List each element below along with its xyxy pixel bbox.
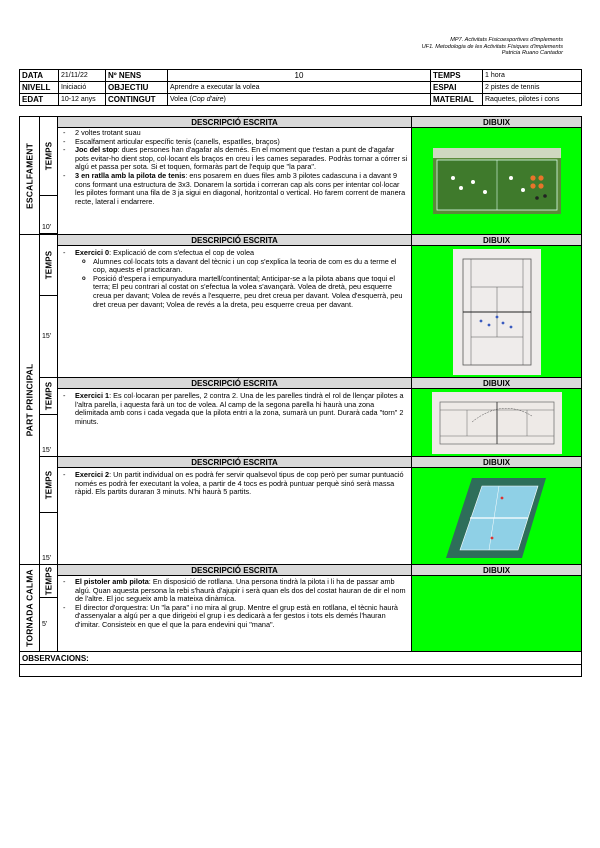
- objectiu-label: OBJECTIU: [106, 82, 168, 94]
- ex0-description: [58, 246, 412, 378]
- edat-label: EDAT: [20, 94, 59, 106]
- field-photo-icon: [433, 148, 561, 214]
- cool-drawing: [412, 576, 582, 652]
- session-info-table: [19, 69, 582, 106]
- nivell-value: Iniciació: [59, 82, 106, 94]
- nivell-label: NIVELL: [20, 82, 59, 94]
- escalfament-section: ESCALFAMENT: [20, 117, 40, 235]
- nens-label: Nº NENS: [106, 70, 168, 82]
- desc-header: DESCRIPCIÓ ESCRITA: [58, 378, 412, 389]
- tornada-calma-section: TORNADA CALMA: [20, 565, 40, 652]
- header-module: MP7. Activitats Fisicoesportives d'implements: [450, 37, 563, 43]
- ex2-time: 15': [40, 513, 58, 565]
- espai-value: 2 pistes de tennis: [483, 82, 582, 94]
- header-author: Patricia Ruano Cantador: [501, 50, 563, 57]
- desc-header: DESCRIPCIÓ ESCRITA: [58, 117, 412, 128]
- contingut-label: CONTINGUT: [106, 94, 168, 106]
- desc-header: DESCRIPCIÓ ESCRITA: [58, 235, 412, 246]
- ex2-drawing: [412, 468, 582, 565]
- court-sketch-icon: [432, 392, 562, 454]
- desc-header: DESCRIPCIÓ ESCRITA: [58, 457, 412, 468]
- document-header: [422, 37, 563, 57]
- list-item: o Alumnes col·locats tots a davant del tècnic i un cop s'explica la teoria de com es du a terme el cop, aquests el practicaran.: [93, 258, 408, 275]
- part-principal-section: PART PRINCIPAL: [20, 235, 40, 565]
- data-label: DATA: [20, 70, 59, 82]
- ex1-time: 15': [40, 415, 58, 457]
- list-item: - 2 voltes trotant suau: [75, 129, 408, 138]
- dibuix-header: DIBUIX: [412, 457, 582, 468]
- nens-value: 10: [168, 70, 431, 82]
- temps-label: TEMPS: [40, 378, 58, 415]
- warmup-time: 10': [40, 196, 58, 234]
- ex1-description: [58, 389, 412, 457]
- contingut-value: Volea (Cop d'aire): [168, 94, 431, 106]
- dibuix-header: DIBUIX: [412, 117, 582, 128]
- court-sketch-icon: [453, 249, 541, 375]
- desc-header: DESCRIPCIÓ ESCRITA: [58, 565, 412, 576]
- session-plan-table: [19, 116, 582, 677]
- court-3d-icon: [442, 468, 552, 564]
- temps-label: TEMPS: [40, 457, 58, 513]
- list-item: - El pistoler amb pilota: En disposició de rotllana. Una persona tindrà la pilota i li ha de passar amb algú. Quan aquesta persona la rebi s'haurà d'ajupir i serà quan els dos del costat hauran de dir el nom de l'altre. El joc segueix amb la mateixa dinàmica.: [75, 578, 408, 604]
- observacions-label: OBSERVACIONS:: [20, 652, 582, 665]
- list-item: - Escalfament articular específic tenis (canells, espatlles, braços): [75, 138, 408, 147]
- temps-label: TEMPS: [40, 565, 58, 598]
- warmup-drawing: [412, 128, 582, 235]
- observacions-field: [20, 665, 582, 677]
- edat-value: 10-12 anys: [59, 94, 106, 106]
- temps-label: TEMPS: [431, 70, 483, 82]
- list-item: - Exercici 1: Es col·locaran per parelles, 2 contra 2. Una de les parelles tindrà el rol de llençar pilotes a l'altra parella, i aquesta farà un toc de volea. Al camp de la segona parella hi haurà una zona delimitada amb cons i cada vegada que la pilota entri a la zona, sumarà un punt. Durarà cada "torn" 2 minuts.: [75, 392, 408, 426]
- material-label: MATERIAL: [431, 94, 483, 106]
- dibuix-header: DIBUIX: [412, 235, 582, 246]
- cool-time: 5': [40, 598, 58, 652]
- ex0-time: 15': [40, 296, 58, 378]
- list-item: - El director d'orquestra: Un "la para" i no mira al grup. Mentre el grup està en rotllana, el tècnic haurà d'assenyalar a algú per a que dirigeixi el grup i es dedicarà a fer gestos i tots els demés l'hauran d'imitar. Consisteix en que el que la para endevini qui "mana".: [75, 604, 408, 630]
- material-value: Raquetes, pilotes i cons: [483, 94, 582, 106]
- warmup-description: [58, 128, 412, 235]
- list-item: - Exercici 0: Explicació de com s'efectua el cop de volea o Alumnes col·locats tots a davant del tècnic i un cop s'explica la teoria de com es du a terme el cop, aquests el practicaran. o Posició d'espera i empunyadura martell/continental; Anticipar-se a la pilota abans que toqui el terra; El peu contrari al costat on s'efectua la volea s'avançarà. Volea de dretà, peu esquerre creua per davant; Volea de revés a l'esquerre, peu dret creua per davant. Volea d'esquerrà, peu dret creua per davant; Volea de revés a la dreta, peu esquerre creua per davant.: [75, 249, 408, 309]
- data-value: 21/11/22: [59, 70, 106, 82]
- list-item: o Posició d'espera i empunyadura martell/continental; Anticipar-se a la pilota abans que toqui el terra; El peu contrari al costat on s'efectua la volea s'avançarà. Volea de dretà, peu esquerre creua per davant; Volea de revés a l'esquerre, peu dret creua per davant. Volea d'esquerrà, peu dret creua per davant; Volea de revés a la dreta, peu esquerre creua per davant.: [93, 275, 408, 309]
- ex1-drawing: [412, 389, 582, 457]
- temps-label: TEMPS: [40, 117, 58, 196]
- ex2-description: [58, 468, 412, 565]
- cool-description: [58, 576, 412, 652]
- list-item: - 3 en ratlla amb la pilota de tenis: ens posarem en dues files amb 3 pilotes cadascuna i a davant 9 cons formant una estructura de 3x3. Donarem la sortida i correran cap als cons per intentar col·locar les pilotes formant una fila de 3 ja sigui en diagonal, horitzontal o vertical. Ho farem corrent de manera recte, lateral i endarrere.: [75, 172, 408, 206]
- ex0-drawing: [412, 246, 582, 378]
- objectiu-value: Aprendre a executar la volea: [168, 82, 431, 94]
- dibuix-header: DIBUIX: [412, 565, 582, 576]
- dibuix-header: DIBUIX: [412, 378, 582, 389]
- temps-label: TEMPS: [40, 235, 58, 296]
- espai-label: ESPAI: [431, 82, 483, 94]
- list-item: - Joc del stop: dues persones han d'agafar als demés. En el moment que t'estan a punt de d'agafar pots evitar-ho dient stop, col·locant els braços en creu i les cames separades. Podràs tornar a córrer si algú et passa per sota. Si et toquen, formaràs part de l'equip que "la para".: [75, 146, 408, 172]
- list-item: - Exercici 2: Un partit individual on es podrà fer servir qualsevol tipus de cop però per sumar puntuació només es podrà fer executant la volea, a partir de 4 tocs es podrà puntuar perquè sinó serà massa ràpid. Els partits duraran 3 minuts. N'hi haurà 5 partits.: [75, 471, 408, 497]
- header-unit: UF1. Metodologia de les Activitats Físiques d'implements: [421, 43, 563, 50]
- temps-value: 1 hora: [483, 70, 582, 82]
